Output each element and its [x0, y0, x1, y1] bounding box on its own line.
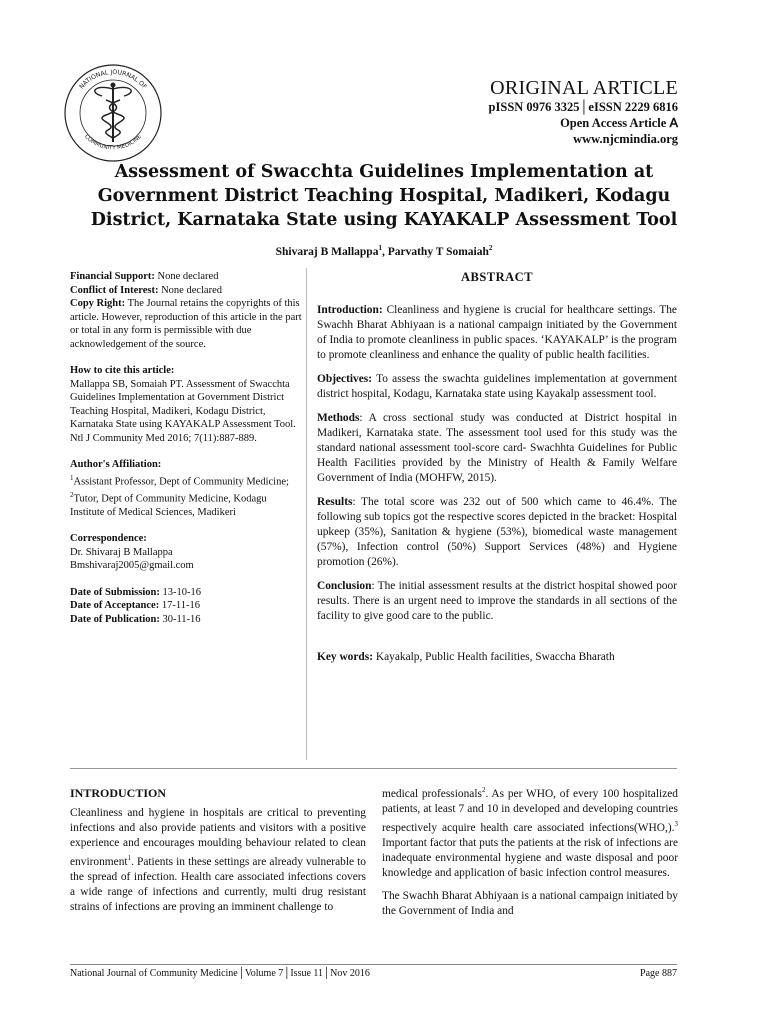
article-header — [489, 77, 678, 147]
paper-title: Assessment of Swacchta Guidelines Implementation at Government District Teaching Hospital, Madikeri, Kodagu District, Karnataka State using KAYAKALP Assessment Tool — [90, 162, 678, 230]
author-2-affiliation: 2 — [488, 244, 493, 252]
intro-p2b: . As per WHO, of every 100 hospitalized patients, at least 7 and 10 in developed and developing countries respectively acquire health care associated infections(WHO,). — [382, 787, 678, 834]
abstract-objectives-text: To assess the swachta guidelines implementation at government district hospital, Kodagu, Karnataka state using Kayakalp assessment tool. — [317, 373, 677, 400]
abstract-methods-text: : A cross sectional study was conducted at District hospital in Madikeri, Karnataka state. The assessment tool used for this study was the standard national assessment tool-score card- Swachhta Guidelines for Public Health Facilities provided by the Ministry of Health & Family Welfare Government of India (MOHFW, 2015). — [317, 412, 677, 484]
abstract-conclusion — [317, 579, 677, 624]
page-footer — [70, 968, 677, 979]
aff2-sup: 2 — [70, 490, 74, 499]
abstract-keywords — [317, 650, 677, 665]
publication-label: Date of Publication: — [70, 613, 160, 625]
correspondence-name: Dr. Shivaraj B Mallappa — [70, 546, 173, 558]
financial-support-value: None declared — [157, 271, 219, 282]
conflict-label: Conflict of Interest: — [70, 284, 159, 296]
open-access-icon: 𝖠 — [669, 116, 678, 130]
affiliation-1: Assistant Professor, Dept of Community Medicine; — [73, 476, 289, 487]
body-column-2 — [382, 783, 678, 927]
acceptance-label: Date of Acceptance: — [70, 600, 160, 611]
issn: pISSN 0976 3325│eISSN 2229 6816 — [488, 100, 678, 114]
author-1-affiliation: 1 — [378, 244, 382, 252]
abstract-methods — [317, 411, 677, 486]
footer-divider — [70, 964, 677, 965]
aff1-sup: 1 — [70, 473, 74, 482]
intro-p2c: Important factor that puts the patients at the risk of infections are inadequate environmental hygiene and waste disposal and poor knowledge and application of basic infection control measures. — [382, 836, 678, 880]
cite-value: Mallappa SB, Somaiah PT. Assessment of Swacchta Guidelines Implementation at Government District Teaching Hospital, Madikeri, Kodagu District, Karnataka State using KAYAKALP Assessment Tool. Ntl J Community Med 2016; 7(11):887-889. — [70, 378, 296, 444]
introduction-heading: INTRODUCTION — [70, 786, 167, 800]
correspondence-email[interactable]: Bmshivaraj2005@gmail.com — [70, 560, 194, 571]
affiliation-label: Author's Affiliation: — [70, 459, 162, 470]
abstract-results — [317, 495, 677, 570]
author-2: Parvathy T Somaiah — [387, 245, 489, 258]
article-info-sidebar — [70, 270, 302, 639]
abstract-objectives-label: Objectives: — [317, 373, 373, 385]
column-divider — [306, 268, 307, 760]
logo-text-top: NATIONAL JOURNAL OF — [78, 68, 148, 91]
author-1: Shivaraj B Mallappa — [275, 245, 379, 258]
intro-ref-1: 1 — [127, 854, 132, 863]
publication-date: 30-11-16 — [162, 613, 201, 625]
conflict-value: None declared — [161, 284, 223, 296]
abstract-intro-text: Cleanliness and hygiene is crucial for healthcare settings. The Swachh Bharat Abhiyaan is a national campaign initiated by the Government of India to promote cleanliness in public spaces. ‘KAYAKALP’ is the program to promote cleanliness and enhance the quality of public health facilities. — [317, 304, 677, 361]
website-link[interactable]: www.njcmindia.org — [573, 132, 678, 146]
cite-label: How to cite this article: — [70, 365, 175, 376]
authors — [60, 244, 708, 258]
logo-text-bottom: COMMUNITY MEDICINE — [83, 133, 143, 152]
open-access-label — [489, 115, 678, 131]
abstract-objectives — [317, 372, 677, 402]
abstract — [317, 270, 677, 674]
intro-paragraph-1 — [70, 806, 366, 915]
keywords-text: Kayakalp, Public Health facilities, Swaccha Bharath — [373, 651, 615, 663]
open-access-text: Open Access Article — [560, 116, 667, 130]
section-divider — [70, 768, 677, 769]
abstract-methods-label: Methods — [317, 412, 360, 424]
journal-logo — [58, 58, 168, 168]
copyright-value: The Journal retains the copyrights of this article. However, reproduction of this article in the part or total in any form is permissible with due acknowledgement of the source. — [70, 298, 302, 350]
abstract-results-label: Results — [317, 496, 353, 508]
intro-ref-3: 3 — [674, 819, 678, 828]
abstract-introduction — [317, 303, 677, 363]
correspondence-label: Correspondence: — [70, 533, 147, 544]
intro-p1b: . Patients in these settings are already vulnerable to the spread of infection. Health care associated infections covers a wide range of infections and currently, multi drug resistant strains of infections are proving an imminent challenge to — [70, 856, 366, 914]
page-number: Page 887 — [640, 968, 677, 979]
submission-label: Date of Submission: — [70, 586, 160, 598]
body-column-1 — [70, 806, 366, 923]
abstract-conclusion-label: Conclusion — [317, 580, 372, 592]
abstract-intro-label: Introduction: — [317, 304, 383, 316]
acceptance-date: 17-11-16 — [161, 600, 200, 611]
author-separator: , — [381, 245, 388, 258]
intro-paragraph-2 — [382, 783, 678, 881]
abstract-heading: ABSTRACT — [460, 270, 534, 284]
intro-paragraph-3: The Swachh Bharat Abhiyaan is a national campaign initiated by the Government of India and — [382, 890, 678, 918]
intro-p2a: medical professionals — [382, 787, 482, 800]
keywords-label: Key words: — [317, 651, 373, 663]
submission-date: 13-10-16 — [162, 586, 201, 598]
abstract-results-text: : The total score was 232 out of 500 which came to 46.4%. The following sub topics got the respective scores depicted in the bracket: Hospital upkeep (35%), Sanitation & hygiene (53%), biomedical waste management (57%), Infection control (50%) Support Services (48%) and Hygiene promotion (26%). — [317, 496, 677, 568]
affiliation-2: Tutor, Dept of Community Medicine, Kodagu Institute of Medical Sciences, Madikeri — [70, 493, 267, 518]
intro-p1a: Cleanliness and hygiene in hospitals are critical to preventing infections and also provide patients and visitors with a positive experience and encourages moulding behaviour related to clean environment — [70, 807, 366, 869]
footer-journal: National Journal of Community Medicine│Volume 7│Issue 11│Nov 2016 — [70, 968, 370, 979]
abstract-conclusion-text: : The initial assessment results at the district hospital showed poor results. There is an urgent need to improve the standards in all sections of the facility to give good care to the public. — [317, 580, 677, 622]
article-type: ORIGINAL ARTICLE — [490, 77, 678, 99]
financial-support-label: Financial Support: — [70, 271, 155, 282]
copyright-label: Copy Right: — [70, 298, 126, 309]
intro-ref-2: 2 — [481, 786, 486, 794]
